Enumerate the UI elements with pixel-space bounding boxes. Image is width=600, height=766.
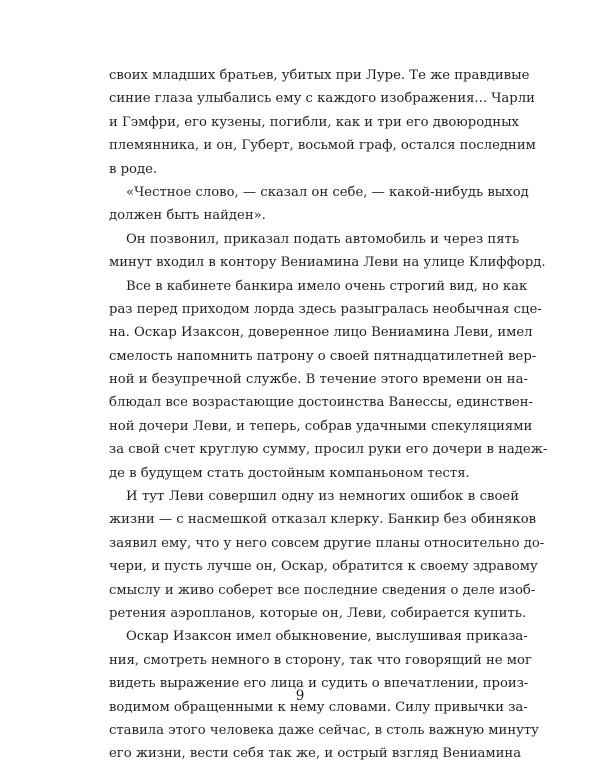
text-line: Все в кабинете банкира имело очень строгий вид, но как — [126, 278, 528, 294]
text-line: чери, и пусть лучше он, Оскар, обратится к своему здравому — [109, 559, 538, 575]
text-line: Оскар Изаксон имел обыкновение, выслушивая приказа- — [126, 629, 528, 645]
text-line: ния, смотреть немного в сторону, так что говорящий не мог — [109, 652, 532, 668]
paragraph — [109, 228, 546, 275]
paragraph — [109, 485, 545, 625]
text-line: заявил ему, что у него совсем другие планы относительно до- — [109, 535, 545, 551]
text-line: де в будущем стать достойным компаньоном тестя. — [109, 465, 470, 481]
paragraph — [109, 275, 548, 486]
text-line: видеть выражение его лица и судить о впечатлении, произ- — [109, 676, 529, 692]
text-line: ставила этого человека даже сейчас, в столь важную минуту — [109, 722, 539, 738]
paragraph — [109, 64, 536, 181]
text-line: в роде. — [109, 161, 158, 177]
text-line: племянника, и он, Губерт, восьмой граф, остался последним — [109, 138, 536, 154]
text-line: его жизни, вести себя так же, и острый взгляд Вениамина — [109, 746, 522, 762]
text-line: ной дочери Леви, и теперь, собрав удачными спекуляциями — [109, 418, 533, 434]
text-line: за свой счет круглую сумму, просил руки его дочери в надеж- — [109, 442, 548, 458]
text-line: И тут Леви совершил одну из немногих ошибок в своей — [126, 489, 519, 505]
page-number: 9 — [295, 688, 305, 704]
text-line: раз перед приходом лорда здесь разыгралась необычная сце- — [109, 301, 542, 317]
text-line: минут входил в контору Вениамина Леви на улице Клиффорд. — [109, 255, 546, 271]
text-line: должен быть найден». — [109, 208, 266, 224]
text-line: «Честное слово, — сказал он себе, — какой-нибудь выход — [126, 184, 529, 200]
text-line: синие глаза улыбались ему с каждого изображения... Чарли — [109, 91, 535, 107]
text-line: смыслу и живо соберет все последние сведения о деле изоб- — [109, 582, 536, 598]
text-line: и Гэмфри, его кузены, погибли, как и три его двоюродных — [109, 114, 519, 130]
text-line: жизни — с насмешкой отказал клерку. Банкир без обиняков — [109, 512, 537, 528]
text-line: ной и безупречной службе. В течение этого времени он на- — [109, 372, 528, 388]
text-line: на. Оскар Изаксон, доверенное лицо Вениамина Леви, имел — [109, 325, 533, 341]
text-line: водимом обращенными к нему словами. Силу привычки за- — [109, 699, 528, 715]
text-line: ретения аэропланов, которые он, Леви, собирается купить. — [109, 605, 527, 621]
text-line: своих младших братьев, убитых при Луре. Те же правдивые — [109, 68, 530, 83]
text-line: блюдал все возрастающие достоинства Ванессы, единствен- — [109, 395, 533, 411]
text-line: смелость напомнить патрону о своей пятнадцатилетней вер- — [109, 348, 537, 364]
text-line: Он позвонил, приказал подать автомобиль и через пять — [126, 231, 519, 247]
body-text — [109, 64, 548, 766]
paragraph — [109, 181, 529, 228]
